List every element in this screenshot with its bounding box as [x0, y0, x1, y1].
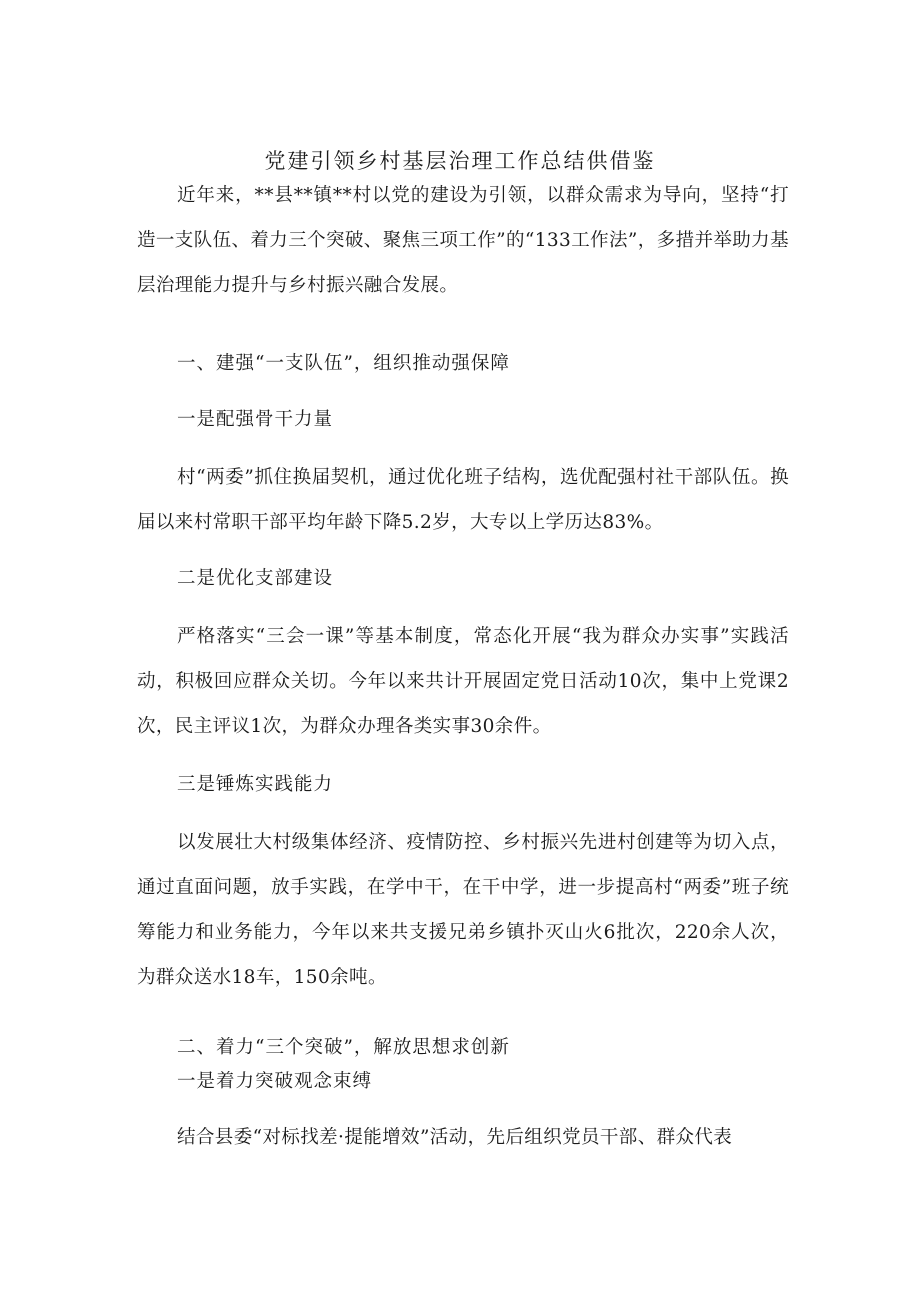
section1-item1-heading: 一是配强骨干力量: [177, 409, 334, 430]
section1-item3-heading: 三是锤炼实践能力: [177, 774, 334, 795]
section1-item1-paragraph: 村“两委”抓住换届契机，通过优化班子结构，选优配强村社干部队伍。换届以来村常职干部平均年龄下降5.2岁，大专以上学历达83%。: [137, 467, 789, 533]
section2-heading: 二、着力“三个突破”，解放思想求创新: [177, 1037, 510, 1058]
section1-item2-paragraph: 严格落实“三会一课”等基本制度，常态化开展“我为群众办实事”实践活动，积极回应群众关切。今年以来共计开展固定党日活动10次，集中上党课2次，民主评议1次，为群众办理各类实事30余件。: [137, 626, 789, 737]
section1-heading: 一、建强“一支队伍”，组织推动强保障: [177, 353, 510, 374]
section2-item1-paragraph: 结合县委“对标找差·提能增效”活动，先后组织党员干部、群众代表: [177, 1127, 733, 1148]
section2-item1-heading: 一是着力突破观念束缚: [177, 1071, 373, 1092]
document-title: 党建引领乡村基层治理工作总结供借鉴: [264, 149, 656, 173]
section1-item2-heading: 二是优化支部建设: [177, 568, 334, 589]
intro-paragraph: 近年来，**县**镇**村以党的建设为引领，以群众需求为导向，坚持“打造一支队伍、着力三个突破、聚焦三项工作”的“133工作法”，多措并举助力基层治理能力提升与乡村振兴融合发展。: [137, 185, 789, 296]
section1-item3-paragraph: 以发展壮大村级集体经济、疫情防控、乡村振兴先进村创建等为切入点，通过直面问题，放手实践，在学中干，在干中学，进一步提高村“两委”班子统筹能力和业务能力，今年以来共支援兄弟乡镇扑灭山火6批次，220余人次，为群众送水18车，150余吨。: [137, 832, 789, 988]
